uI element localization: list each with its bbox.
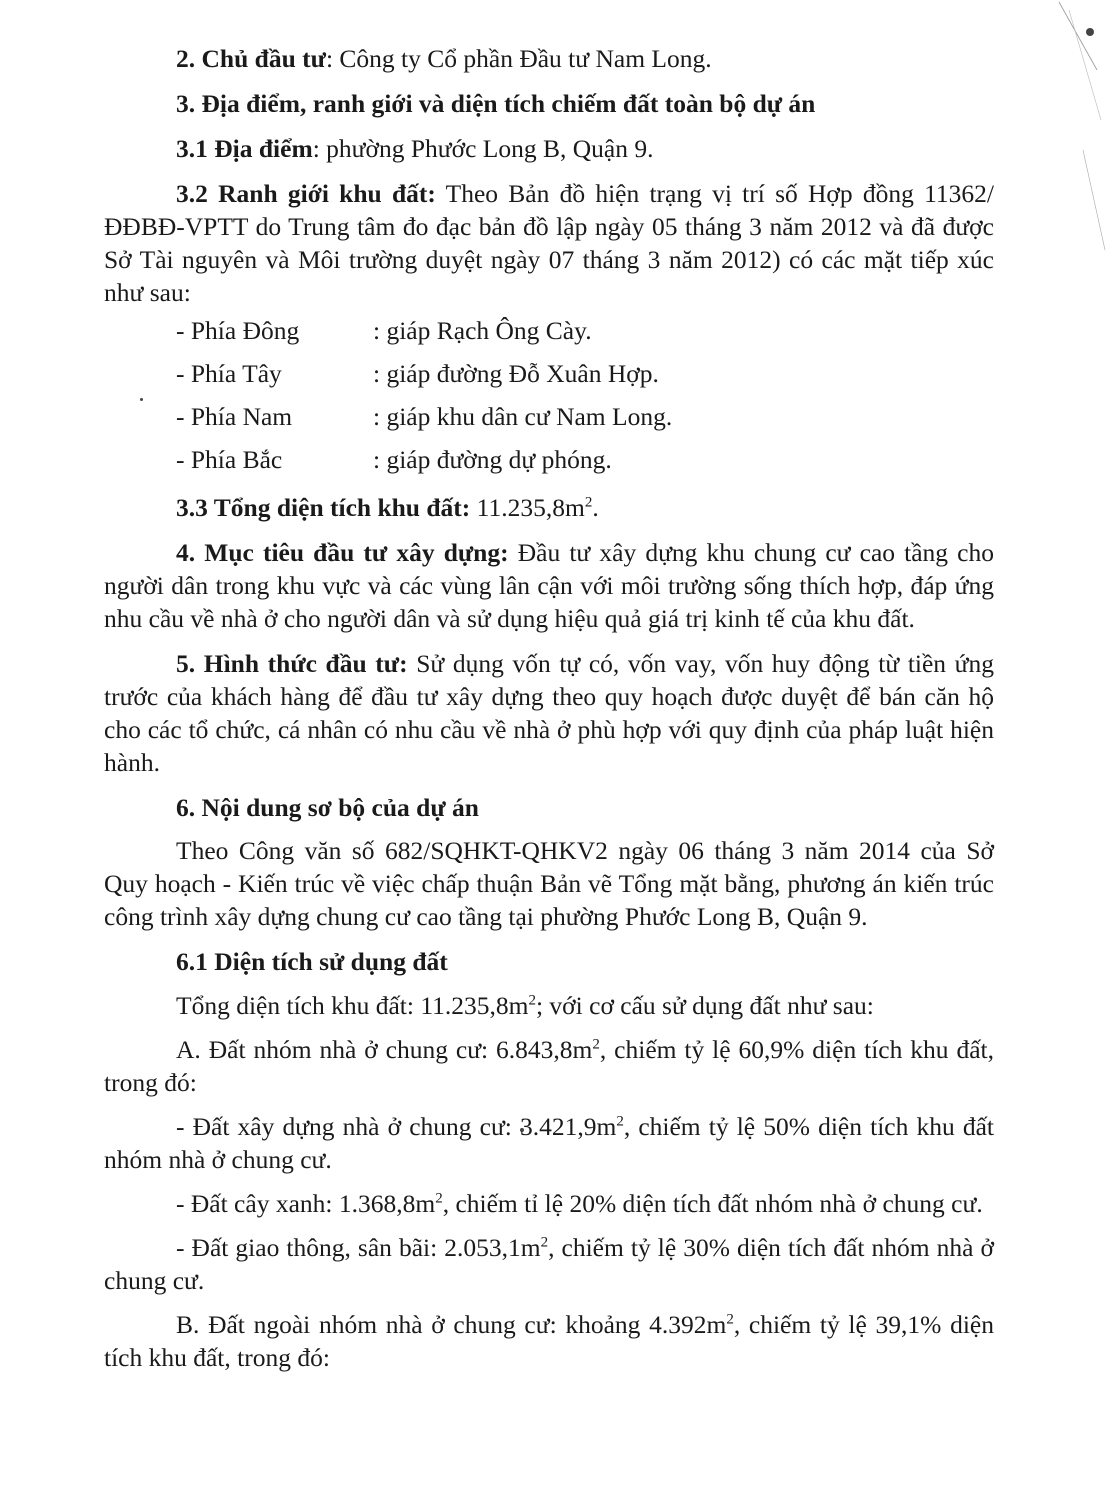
item-a3-traffic-land: - Đất giao thông, sân bãi: $2.053,1m^2$, chiếm tỷ lệ 30% diện tích đất nhóm nhà ở chung cư. [104,1233,994,1295]
section-4-objective [104,536,994,635]
section-3-2-boundary [104,177,994,309]
section-3-heading: 3. Địa điểm, ranh giới và diện tích chiếm đất toàn bộ dự án [176,89,816,118]
section-6-heading: 6. Nội dung sơ bộ của dự án [176,793,479,822]
section-3-3-total-area: 3.3 Tổng diện tích khu đất: $11.235,8m^2$. [176,493,599,522]
section-6-text: Theo Công văn số 682/SQHKT-QHKV2 ngày 06 tháng 3 năm 2014 của Sở Quy hoạch - Kiến trúc về việc chấp thuận Bản vẽ Tổng mặt bằng, phương án kiến trúc công trình xây dựng chung cư cao tầng tại phường Phước Long B, Quận 9. [104,836,994,931]
total-area-line: Tổng diện tích khu đất: $11.235,8m^2$; với cơ cấu sử dụng đất như sau: [176,991,874,1020]
section-2-investor [104,42,994,75]
section-5-label: 5. Hình thức đầu tư: [176,649,408,678]
scan-scratch-marks [1039,0,1109,260]
boundary-row-east: - Phía Đông : giáp Rạch Ông Cày. [176,316,592,345]
boundary-row-south: - Phía Nam : giáp khu dân cư Nam Long. [176,402,673,431]
document-body [104,42,994,1374]
section-5-text: Sử dụng vốn tự có, vốn vay, vốn huy động từ tiền ứng trước của khách hàng để đầu tư xây dựng theo quy hoạch được duyệt để bán căn hộ cho các tổ chức, cá nhân có nhu cầu về nhà ở phù hợp với quy định của pháp luật hiện hành. [104,649,994,777]
item-a2-green-land: - Đất cây xanh: $1.368,8m^2$, chiếm tỉ lệ 20% diện tích đất nhóm nhà ở chung cư. [176,1189,983,1218]
section-6-1-heading: 6.1 Diện tích sử dụng đất [176,947,448,976]
section-3-3-label: 3.3 Tổng diện tích khu đất: [176,493,471,522]
section-3-2-text: Theo Bản đồ hiện trạng vị trí số Hợp đồng 11362/ĐĐBĐ-VPTT do Trung tâm đo đạc bản đồ lập ngày 05 tháng 3 năm 2012 và đã được Sở Tài nguyên và Môi trường duyệt ngày 07 tháng 3 năm 2012) có các mặt tiếp xúc như sau: [104,179,994,307]
item-a-residential-land: A. Đất nhóm nhà ở chung cư: $6.843,8m^2$, chiếm tỷ lệ 60,9% diện tích khu đất, trong đó: [104,1035,995,1097]
section-3-1-label: 3.1 Địa điểm [176,134,313,163]
item-a1-building-land: - Đất xây dựng nhà ở chung cư: $3.421,9m^2$, chiếm tỷ lệ 50% diện tích khu đất nhóm nhà ở chung cư. [104,1112,994,1174]
section-3-2-label: 3.2 Ranh giới khu đất: [176,179,436,208]
section-4-text: Đầu tư xây dựng khu chung cư cao tầng cho người dân trong khu vực và các vùng lân cận với môi trường sống thích hợp, đáp ứng nhu cầu về nhà ở cho người dân và sử dụng hiệu quả giá trị kinh tế của khu đất. [104,538,994,633]
item-b-outside-land: B. Đất ngoài nhóm nhà ở chung cư: khoảng $4.392m^2$, chiếm tỷ lệ 39,1% diện tích khu đất, trong đó: [104,1310,994,1372]
boundary-row-north: - Phía Bắc : giáp đường dự phóng. [176,445,612,474]
section-2-label: 2. Chủ đầu tư [176,44,326,73]
section-3-1-text: : phường Phước Long B, Quận 9. [312,134,654,163]
section-4-label: 4. Mục tiêu đầu tư xây dựng: [176,538,509,567]
section-2-text: : Công ty Cổ phần Đầu tư Nam Long. [325,44,712,73]
boundary-row-west: - Phía Tây : giáp đường Đỗ Xuân Hợp. [176,359,659,388]
section-5-investment-form [104,647,994,779]
section-3-1-location [104,132,994,165]
scan-speck [1086,28,1094,36]
